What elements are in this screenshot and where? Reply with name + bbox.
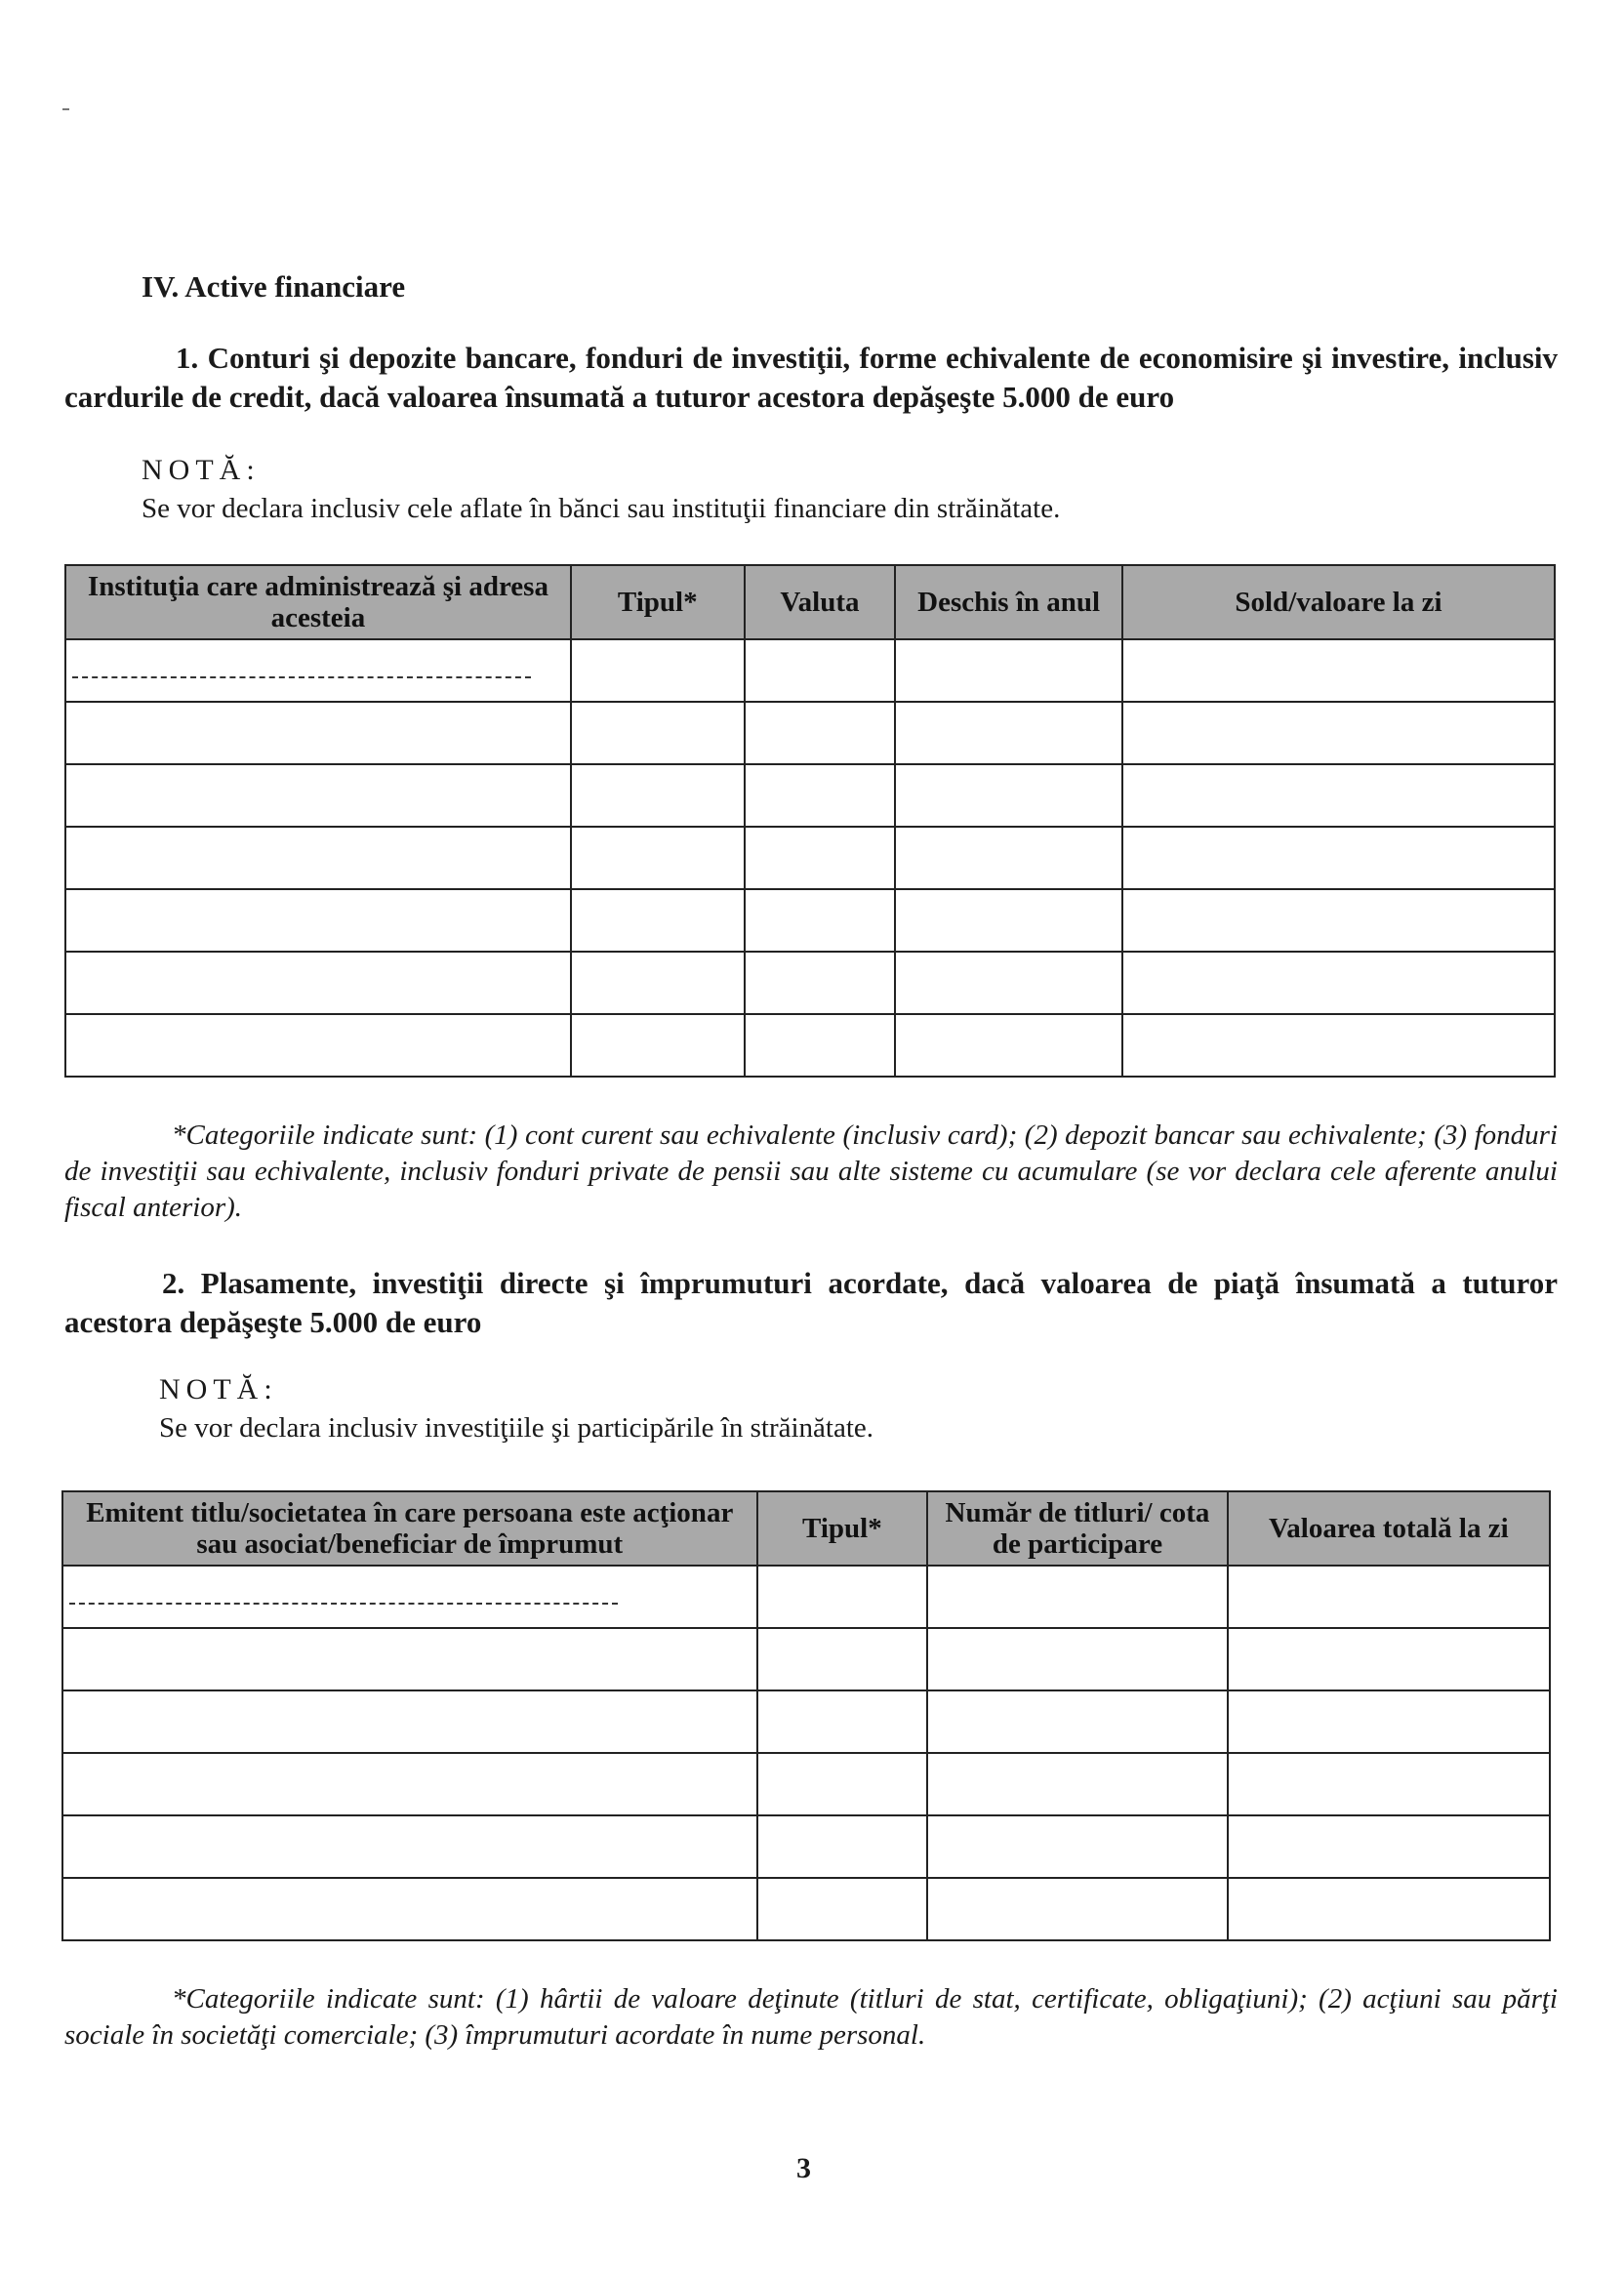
header-issuer: Emitent titlu/societatea în care persoana este acţionar sau asociat/beneficiar de împrumut <box>62 1491 757 1566</box>
section1-nota-label: NOTĂ: <box>142 454 261 486</box>
entry-cell[interactable] <box>757 1815 928 1878</box>
entry-cell[interactable] <box>927 1878 1227 1940</box>
table-row <box>65 1014 1555 1077</box>
entry-cell[interactable] <box>745 827 896 889</box>
section2-footnote-text: *Categoriile indicate sunt: (1) hârtii de valoare deţinute (titluri de stat, certificate, obligaţiuni); (2) acţiuni sau părţi sociale în societăţi comerciale; (3) împrumuturi acordate în nume personal. <box>64 1983 1558 2051</box>
header-balance: Sold/valoare la zi <box>1122 565 1555 639</box>
entry-cell[interactable] <box>571 952 745 1014</box>
header-total-value: Valoarea totală la zi <box>1228 1491 1550 1566</box>
entry-cell[interactable] <box>927 1566 1227 1628</box>
table-row <box>62 1628 1550 1690</box>
section1-footnote <box>64 1118 1558 1226</box>
entry-cell[interactable] <box>1228 1753 1550 1815</box>
header-type: Tipul* <box>571 565 745 639</box>
entry-cell[interactable] <box>1122 889 1555 952</box>
entry-cell[interactable] <box>757 1690 928 1753</box>
entry-cell[interactable] <box>65 1014 571 1077</box>
entry-cell[interactable] <box>65 889 571 952</box>
entry-cell[interactable] <box>927 1815 1227 1878</box>
table-row <box>62 1566 1550 1628</box>
entry-cell[interactable] <box>62 1690 757 1753</box>
section1-nota-text: Se vor declara inclusiv cele aflate în bănci sau instituţii financiare din străinătate. <box>142 493 1061 524</box>
header-type: Tipul* <box>757 1491 928 1566</box>
entry-cell[interactable] <box>1228 1815 1550 1878</box>
entry-cell[interactable] <box>571 827 745 889</box>
section1-heading <box>64 339 1558 417</box>
entry-cell[interactable] <box>895 1014 1122 1077</box>
entry-cell[interactable] <box>745 639 896 702</box>
section2-nota-label: NOTĂ: <box>159 1373 278 1405</box>
entry-cell[interactable] <box>745 702 896 764</box>
entry-cell[interactable] <box>927 1690 1227 1753</box>
header-currency: Valuta <box>745 565 896 639</box>
entry-cell[interactable] <box>1122 764 1555 827</box>
entry-cell[interactable] <box>65 702 571 764</box>
entry-cell[interactable] <box>895 639 1122 702</box>
table-row <box>62 1690 1550 1753</box>
entry-cell[interactable] <box>1228 1690 1550 1753</box>
entry-cell[interactable] <box>745 764 896 827</box>
entry-cell[interactable] <box>745 889 896 952</box>
scan-speck <box>62 108 69 110</box>
entry-cell[interactable] <box>62 1878 757 1940</box>
section2-nota-text: Se vor declara inclusiv investiţiile şi participările în străinătate. <box>159 1412 874 1444</box>
entry-cell[interactable] <box>1228 1566 1550 1628</box>
entry-cell[interactable] <box>895 702 1122 764</box>
table-row <box>62 1878 1550 1940</box>
dashed-line <box>69 1589 618 1605</box>
entry-cell[interactable] <box>571 639 745 702</box>
header-shares-count: Număr de titluri/ cota de participare <box>927 1491 1227 1566</box>
entry-cell[interactable] <box>1122 827 1555 889</box>
section1-footnote-text: *Categoriile indicate sunt: (1) cont curent sau echivalente (inclusiv card); (2) depozit bancar sau echivalente; (3) fonduri de investiţii sau echivalente, inclusiv fonduri private de pensii sau alte sisteme cu acumulare (se vor declara cele aferente anului fiscal anterior). <box>64 1120 1558 1223</box>
bank-accounts-table <box>64 564 1556 1078</box>
entry-cell[interactable] <box>757 1878 928 1940</box>
section2-heading-text: 2. Plasamente, investiţii directe şi împrumuturi acordate, dacă valoarea de piaţă însumată a tuturor acestora depăşeşte 5.000 de euro <box>64 1266 1558 1339</box>
entry-cell[interactable] <box>62 1753 757 1815</box>
entry-cell[interactable] <box>745 952 896 1014</box>
investments-table <box>61 1490 1551 1941</box>
entry-cell[interactable] <box>571 889 745 952</box>
page-number: 3 <box>796 2152 811 2184</box>
header-institution: Instituţia care administrează şi adresa acesteia <box>65 565 571 639</box>
table-row <box>62 1753 1550 1815</box>
entry-cell[interactable] <box>65 639 571 702</box>
table-row <box>65 639 1555 702</box>
header-opened-year: Deschis în anul <box>895 565 1122 639</box>
table-row <box>65 952 1555 1014</box>
entry-cell[interactable] <box>895 764 1122 827</box>
entry-cell[interactable] <box>757 1628 928 1690</box>
section-title: IV. Active financiare <box>142 269 406 304</box>
table-row <box>65 702 1555 764</box>
table-row <box>62 1815 1550 1878</box>
entry-cell[interactable] <box>65 764 571 827</box>
section1-heading-text: 1. Conturi şi depozite bancare, fonduri de investiţii, forme echivalente de economisire şi investire, inclusiv cardurile de credit, dacă valoarea însumată a tuturor acestora depăşeşte 5.000 de euro <box>64 341 1558 414</box>
entry-cell[interactable] <box>1122 702 1555 764</box>
dashed-line <box>72 663 531 678</box>
entry-cell[interactable] <box>65 952 571 1014</box>
entry-cell[interactable] <box>62 1566 757 1628</box>
entry-cell[interactable] <box>571 702 745 764</box>
entry-cell[interactable] <box>895 952 1122 1014</box>
entry-cell[interactable] <box>745 1014 896 1077</box>
entry-cell[interactable] <box>571 1014 745 1077</box>
entry-cell[interactable] <box>62 1628 757 1690</box>
table-row <box>65 889 1555 952</box>
entry-cell[interactable] <box>1122 639 1555 702</box>
entry-cell[interactable] <box>1228 1628 1550 1690</box>
entry-cell[interactable] <box>895 889 1122 952</box>
entry-cell[interactable] <box>927 1628 1227 1690</box>
entry-cell[interactable] <box>571 764 745 827</box>
entry-cell[interactable] <box>757 1753 928 1815</box>
entry-cell[interactable] <box>895 827 1122 889</box>
entry-cell[interactable] <box>757 1566 928 1628</box>
entry-cell[interactable] <box>1122 1014 1555 1077</box>
entry-cell[interactable] <box>1122 952 1555 1014</box>
section2-heading <box>64 1264 1558 1342</box>
section2-footnote <box>64 1981 1558 2054</box>
entry-cell[interactable] <box>62 1815 757 1878</box>
table-row <box>65 827 1555 889</box>
table-row <box>65 764 1555 827</box>
entry-cell[interactable] <box>1228 1878 1550 1940</box>
entry-cell[interactable] <box>65 827 571 889</box>
entry-cell[interactable] <box>927 1753 1227 1815</box>
